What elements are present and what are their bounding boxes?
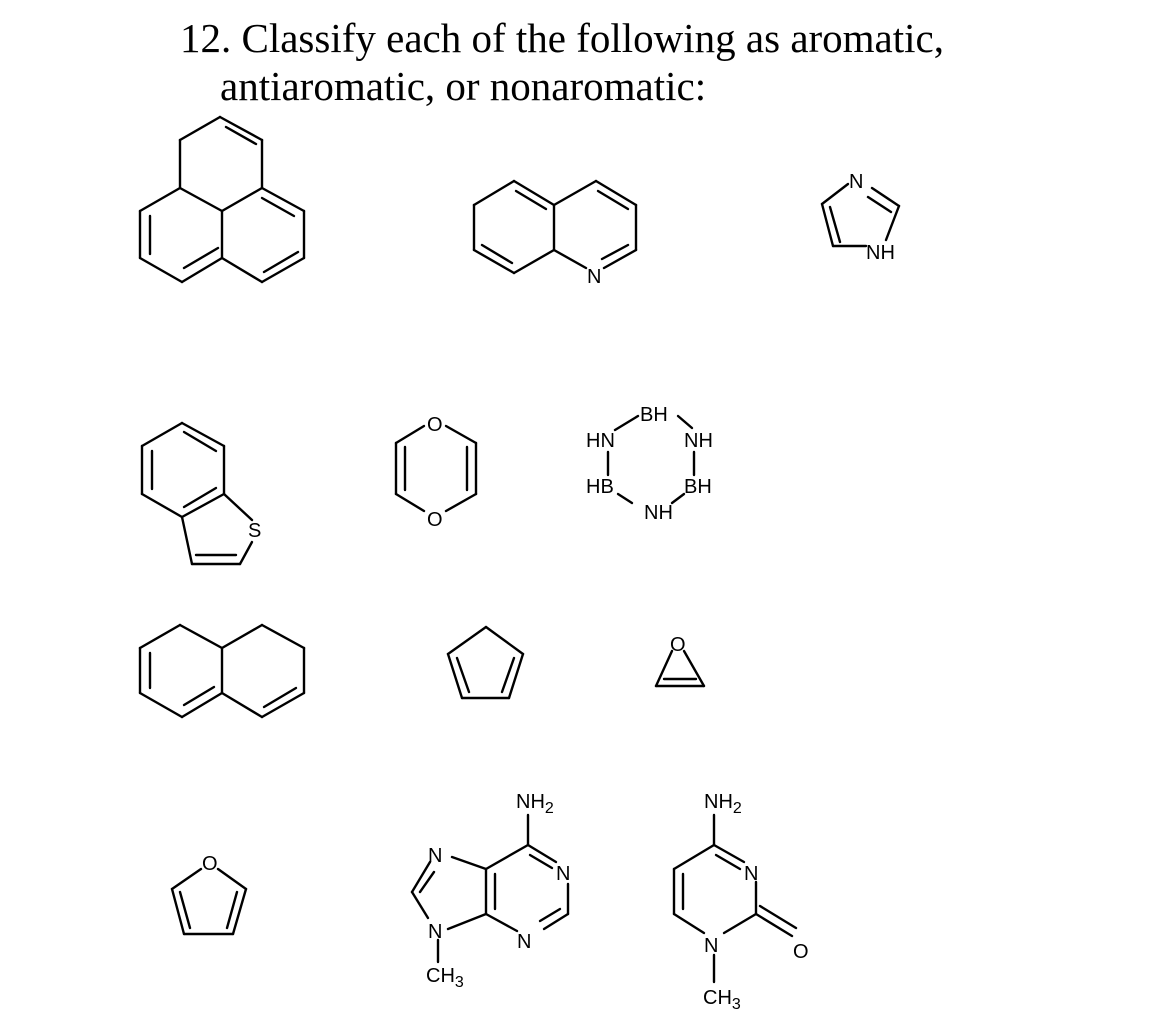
atom-label-n: N [849,171,864,193]
atom-label-nh2 [704,791,742,817]
atom-label-n: N [587,266,602,288]
atom-label-nh-bottom: NH [644,502,673,524]
structure-phenalene [140,117,304,282]
atom-label-n1: N [704,935,719,957]
atom-label-n1: N [556,863,571,885]
structure-furan [172,853,246,934]
atom-subscript-2: 2 [544,800,554,817]
atom-text-ch: CH [426,965,455,987]
atom-label-nh: NH [866,242,895,264]
structure-cyclopentadiene [448,627,523,698]
atom-label-ch3 [426,965,464,991]
atom-label-o: O [793,941,809,963]
structure-benzothiophene [142,423,261,564]
atom-label-n9: N [428,921,443,943]
atom-label-nh-right: NH [684,430,713,452]
atom-subscript-2: 2 [732,800,742,817]
structure-oxirene [656,634,704,686]
structure-borazine [586,404,713,524]
atom-label-s: S [248,520,262,542]
structure-methylcytosine [674,791,809,1013]
atom-label-nh2 [516,791,554,817]
atom-label-o-bottom: O [427,509,443,531]
structure-quinoline [474,181,636,288]
atom-label-o: O [670,634,686,656]
structure-imidazole [822,171,899,264]
atom-label-n7: N [428,845,443,867]
atom-label-n3: N [744,863,759,885]
atom-label-hb: HB [586,476,614,498]
question-line-1: 12. Classify each of the following as aromatic, [180,15,944,61]
atom-label-n3: N [517,931,532,953]
atom-subscript-3: 3 [731,996,741,1013]
atom-text-ch: CH [703,987,732,1009]
question-line-2: antiaromatic, or nonaromatic: [220,63,707,109]
atom-label-bh-right: BH [684,476,712,498]
atom-label-o: O [202,853,218,875]
atom-text-nh: NH [704,791,733,813]
atom-label-ch3 [703,987,741,1013]
atom-subscript-3: 3 [454,974,464,991]
atom-label-o-top: O [427,414,443,436]
structure-dioxin [396,414,476,531]
atom-label-hn: HN [586,430,615,452]
atom-label-bh-top: BH [640,404,668,426]
structure-dihydronaphthalene [140,625,304,717]
structure-methyladenine [412,791,570,991]
atom-text-nh: NH [516,791,545,813]
